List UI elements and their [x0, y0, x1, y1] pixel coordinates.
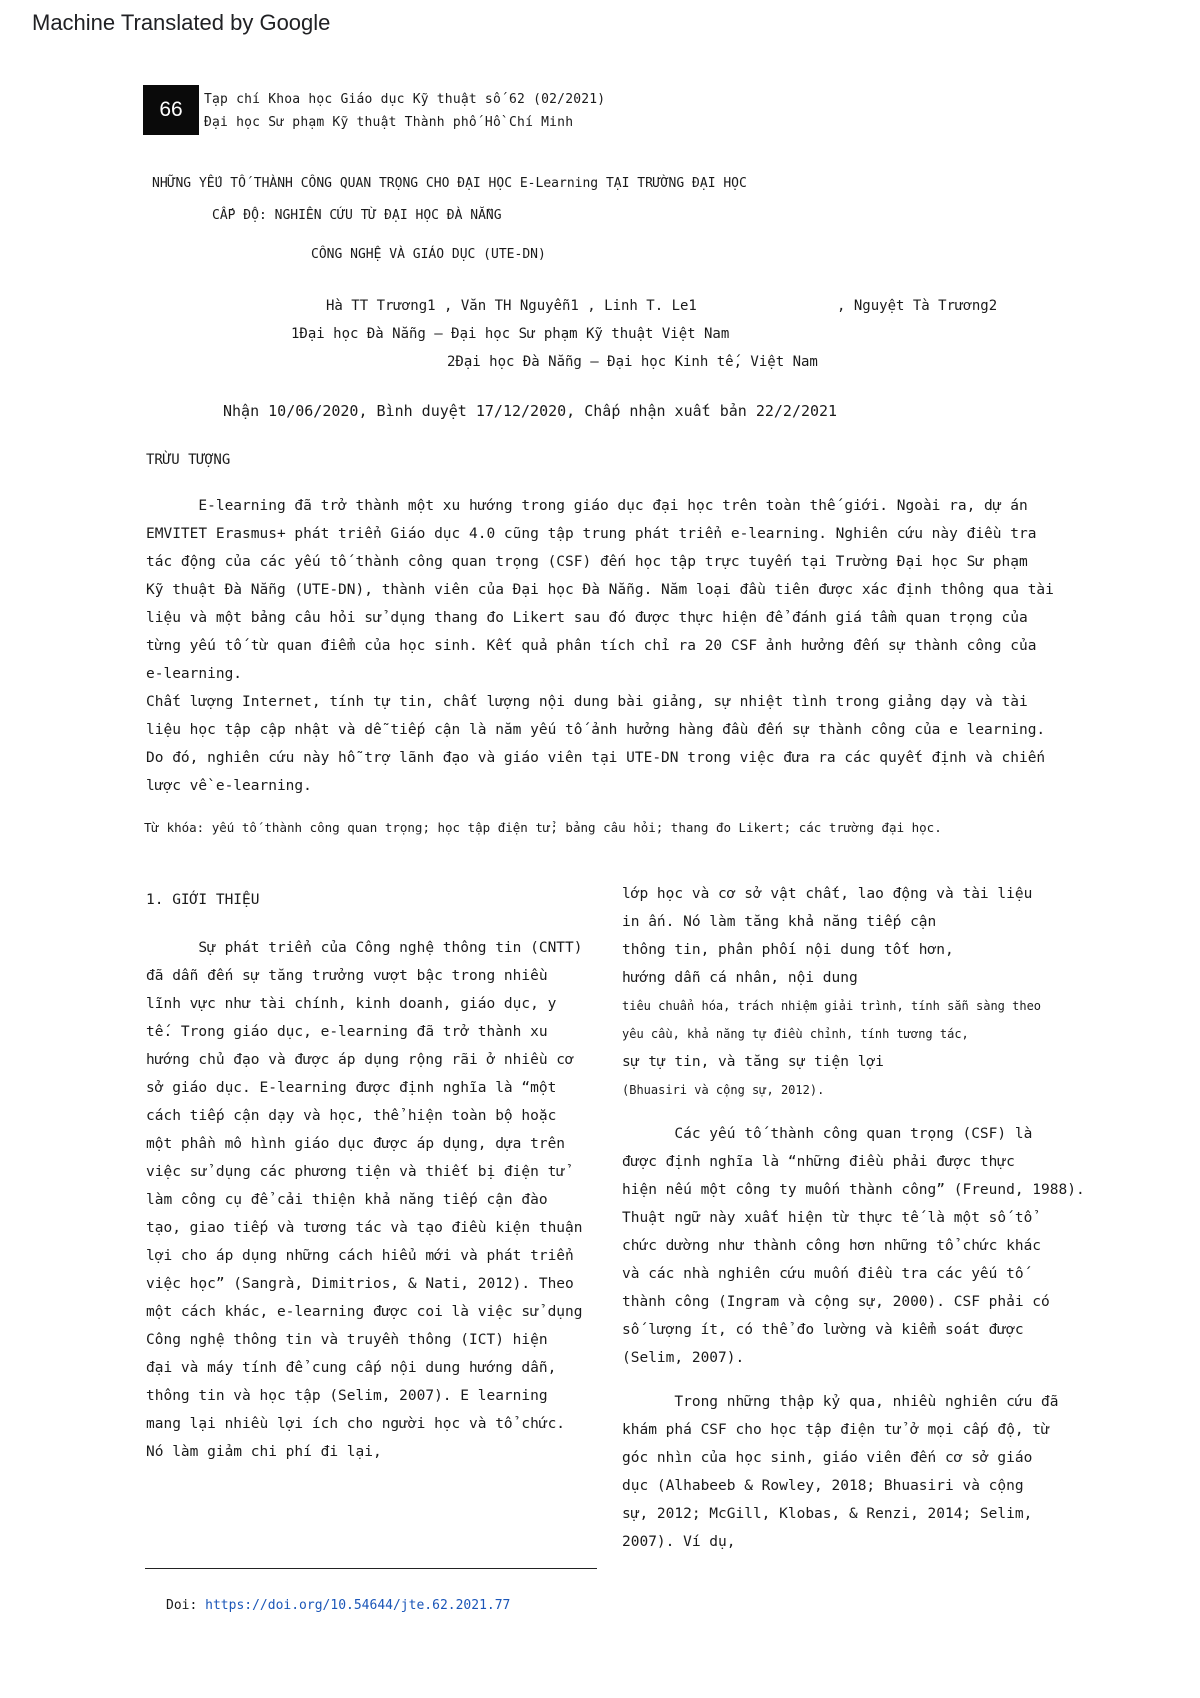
- doi-link[interactable]: https://doi.org/10.54644/jte.62.2021.77: [205, 1598, 511, 1613]
- right-col-line: thành công (Ingram và cộng sự, 2000). CSF phải có: [622, 1294, 1050, 1310]
- abstract-line: tác động của các yếu tố thành công quan trọng (CSF) đến học tập trực tuyến tại Trường Đại học Sư phạm: [146, 554, 1028, 570]
- right-col-line: (Selim, 2007).: [622, 1350, 745, 1366]
- right-col-line: 2007). Ví dụ,: [622, 1534, 736, 1550]
- left-col-line: việc học” (Sangrà, Dimitrios, & Nati, 2012). Theo: [146, 1276, 574, 1292]
- abstract-line: Do đó, nghiên cứu này hỗ trợ lãnh đạo và giáo viên tại UTE-DN trong việc đưa ra các quyết định và chiến: [146, 750, 1046, 766]
- right-col-line: và các nhà nghiên cứu muốn điều tra các yếu tố: [622, 1266, 1024, 1282]
- left-col-line: hướng chủ đạo và được áp dụng rộng rãi ở nhiều cơ: [146, 1052, 574, 1068]
- left-col-line: thông tin và học tập (Selim, 2007). E learning: [146, 1388, 548, 1404]
- right-col-line: dục (Alhabeeb & Rowley, 2018; Bhuasiri và cộng: [622, 1478, 1024, 1494]
- right-col-line: góc nhìn của học sinh, giáo viên đến cơ sở giáo: [622, 1450, 1033, 1466]
- left-col-line: lợi cho áp dụng những cách hiểu mới và phát triển: [146, 1248, 574, 1264]
- right-col-line: thông tin, phân phối nội dung tốt hơn,: [622, 942, 954, 958]
- left-col-line: Nó làm giảm chi phí đi lại,: [146, 1444, 382, 1460]
- abstract-line: Chất lượng Internet, tính tự tin, chất lượng nội dung bài giảng, sự nhiệt tình trong giảng dạy và tài: [146, 694, 1028, 710]
- right-col-line: được định nghĩa là “những điều phải được thực: [622, 1154, 1015, 1170]
- left-col-line: đã dẫn đến sự tăng trưởng vượt bậc trong nhiều: [146, 968, 548, 984]
- left-col-line: lĩnh vực như tài chính, kinh doanh, giáo dục, y: [146, 996, 557, 1012]
- abstract-line: từng yếu tố từ quan điểm của học sinh. Kết quả phân tích chỉ ra 20 CSF ảnh hưởng đến sự thành công của: [146, 638, 1037, 654]
- right-col-line: in ấn. Nó làm tăng khả năng tiếp cận: [622, 914, 937, 930]
- journal-publisher: Đại học Sư phạm Kỹ thuật Thành phố Hồ Chí Minh: [204, 115, 574, 130]
- right-col-line: khám phá CSF cho học tập điện tử ở mọi cấp độ, từ: [622, 1422, 1050, 1438]
- left-col-line: việc sử dụng các phương tiện và thiết bị điện tử: [146, 1164, 566, 1180]
- author-list: Hà TT Trương1 , Văn TH Nguyễn1 , Linh T. Le1: [326, 298, 697, 314]
- left-col-line: làm công cụ để cải thiện khả năng tiếp cận đào: [146, 1192, 548, 1208]
- left-col-line: sở giáo dục. E-learning được định nghĩa là “một: [146, 1080, 557, 1096]
- left-col-line: Sự phát triển của Công nghệ thông tin (CNTT): [146, 940, 583, 956]
- article-title-line-2: CẤP ĐỘ: NGHIÊN CỨU TỪ ĐẠI HỌC ĐÀ NẴNG: [212, 208, 502, 223]
- right-col-line: hiện nếu một công ty muốn thành công” (Freund, 1988).: [622, 1182, 1085, 1198]
- right-col-line: Thuật ngữ này xuất hiện từ thực tế là một số tổ: [622, 1210, 1033, 1226]
- right-col-line: chức dường như thành công hơn những tổ chức khác: [622, 1238, 1042, 1254]
- left-col-line: cách tiếp cận dạy và học, thể hiện toàn bộ hoặc: [146, 1108, 557, 1124]
- abstract-line: E-learning đã trở thành một xu hướng trong giáo dục đại học trên toàn thế giới. Ngoài ra, dự án: [146, 498, 1028, 514]
- doi-label: Doi:: [166, 1598, 198, 1613]
- left-col-line: Công nghệ thông tin và truyền thông (ICT) hiện: [146, 1332, 548, 1348]
- right-col-line: Trong những thập kỷ qua, nhiều nghiên cứu đã: [622, 1394, 1059, 1410]
- abstract-line: e-learning.: [146, 666, 243, 682]
- abstract-heading: TRỪU TƯỢNG: [146, 452, 231, 468]
- left-column-text: [146, 934, 596, 1466]
- right-col-line: Các yếu tố thành công quan trọng (CSF) là: [622, 1126, 1033, 1142]
- abstract-line: liệu và một bảng câu hỏi sử dụng thang đo Likert sau đó được thực hiện để đánh giá tầm quan trọng của: [146, 610, 1028, 626]
- section-heading: 1. GIỚI THIỆU: [146, 892, 260, 908]
- right-col-line: hướng dẫn cá nhân, nội dung: [622, 970, 858, 986]
- left-col-line: tế. Trong giáo dục, e-learning đã trở thành xu: [146, 1024, 548, 1040]
- article-title-line-1: NHỮNG YẾU TỐ THÀNH CÔNG QUAN TRỌNG CHO ĐẠI HỌC E-Learning TẠI TRƯỜNG ĐẠI HỌC: [152, 176, 747, 191]
- abstract-line: EMVITET Erasmus+ phát triển Giáo dục 4.0 cũng tập trung phát triển e-learning. Nghiên cứu này điều tra: [146, 526, 1037, 542]
- affiliation-1: 1Đại học Đà Nẵng – Đại học Sư phạm Kỹ thuật Việt Nam: [291, 326, 730, 342]
- left-col-line: đại và máy tính để cung cấp nội dung hướng dẫn,: [146, 1360, 557, 1376]
- abstract-body: [146, 492, 1070, 800]
- journal-name: Tạp chí Khoa học Giáo dục Kỹ thuật số 62 (02/2021): [204, 92, 606, 107]
- author-list-last: , Nguyệt Tà Trương2: [837, 298, 998, 314]
- publication-dates: Nhận 10/06/2020, Bình duyệt 17/12/2020, Chấp nhận xuất bản 22/2/2021: [223, 402, 838, 420]
- right-col-line: số lượng ít, có thể đo lường và kiểm soát được: [622, 1322, 1024, 1338]
- abstract-line: Kỹ thuật Đà Nẵng (UTE-DN), thành viên của Đại học Đà Nẵng. Năm loại đầu tiên được xác định thông qua tài: [146, 582, 1054, 598]
- machine-translation-banner: Machine Translated by Google: [32, 10, 331, 35]
- article-title-line-3: CÔNG NGHỆ VÀ GIÁO DỤC (UTE-DN): [311, 247, 546, 262]
- abstract-line: lược về e-learning.: [146, 778, 312, 794]
- right-col-citation: (Bhuasiri và cộng sự, 2012).: [622, 1083, 825, 1097]
- right-col-line-small: yêu cầu, khả năng tự điều chỉnh, tính tương tác,: [622, 1027, 969, 1041]
- right-col-line: sự, 2012; McGill, Klobas, & Renzi, 2014; Selim,: [622, 1506, 1033, 1522]
- left-col-line: một cách khác, e-learning được coi là việc sử dụng: [146, 1304, 583, 1320]
- doi-footnote: [166, 1598, 510, 1613]
- right-col-line: lớp học và cơ sở vật chất, lao động và tài liệu: [622, 886, 1033, 902]
- left-col-line: tạo, giao tiếp và tương tác và tạo điều kiện thuận: [146, 1220, 583, 1236]
- right-column-text: [622, 880, 1092, 1556]
- affiliation-2: 2Đại học Đà Nẵng – Đại học Kinh tế, Việt Nam: [447, 354, 818, 370]
- keywords: Từ khóa: yếu tố thành công quan trọng; học tập điện tử; bảng câu hỏi; thang đo Likert; các trường đại học.: [144, 820, 942, 835]
- left-col-line: mang lại nhiều lợi ích cho người học và tổ chức.: [146, 1416, 566, 1432]
- footnote-divider: [145, 1568, 597, 1569]
- right-col-line-small: tiêu chuẩn hóa, trách nhiệm giải trình, tính sẵn sàng theo: [622, 999, 1042, 1013]
- page-number-badge: 66: [143, 85, 199, 135]
- left-col-line: một phần mô hình giáo dục được áp dụng, dựa trên: [146, 1136, 566, 1152]
- right-col-line: sự tự tin, và tăng sự tiện lợi: [622, 1054, 884, 1070]
- abstract-line: liệu học tập cập nhật và dễ tiếp cận là năm yếu tố ảnh hưởng hàng đầu đến sự thành công của e learning.: [146, 722, 1046, 738]
